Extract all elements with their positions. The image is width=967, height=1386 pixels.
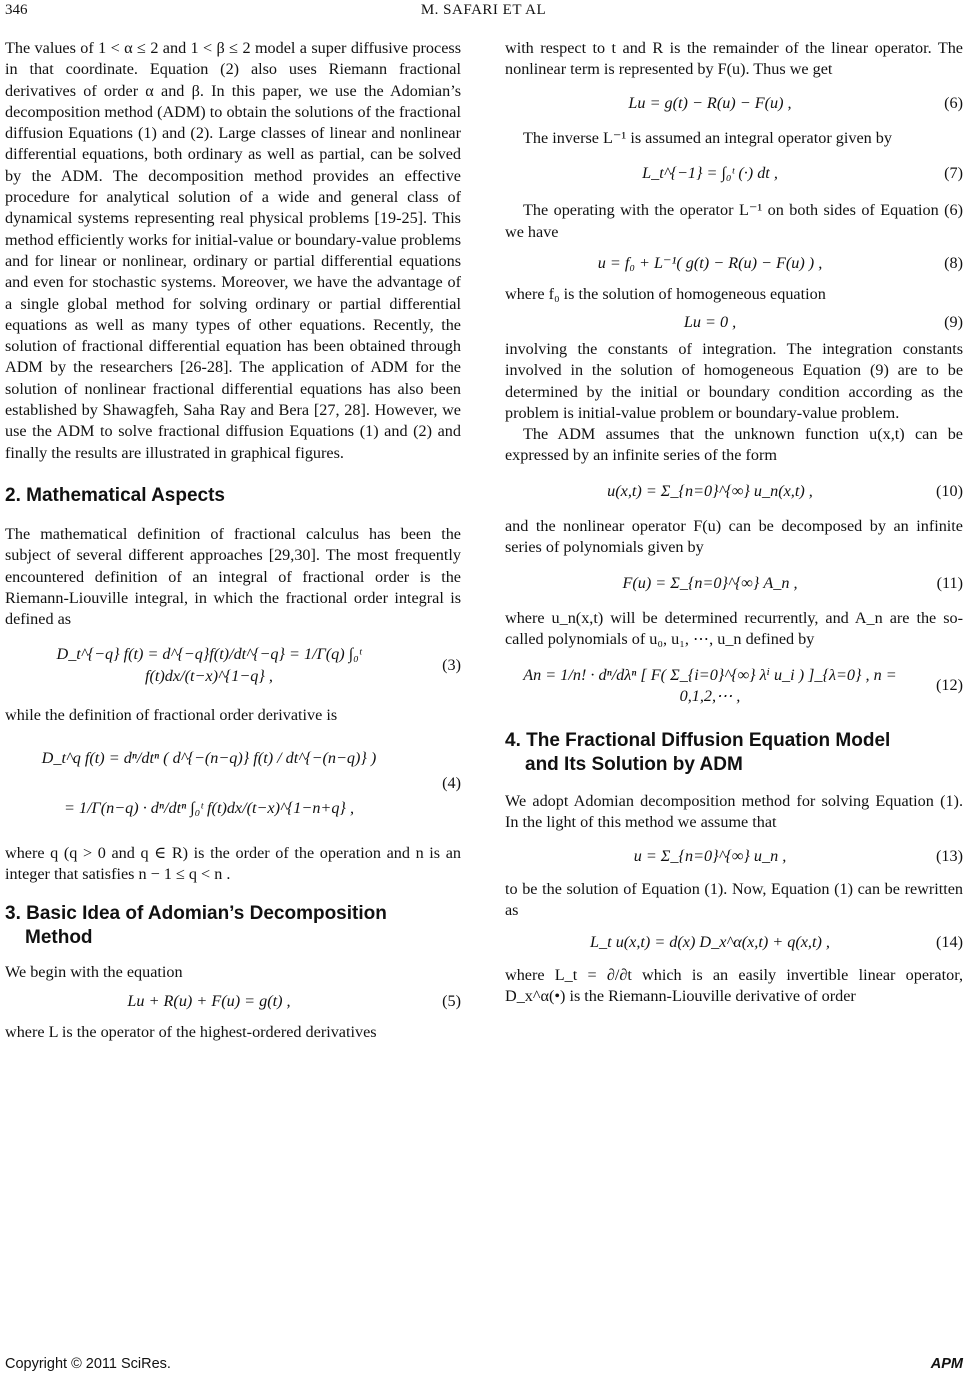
equation-11 — [505, 573, 963, 594]
paragraph: We adopt Adomian decomposition method for solving Equation (1). In the light of this method we assume that — [505, 792, 963, 832]
equation-number: (8) — [944, 254, 963, 273]
right-column — [505, 38, 963, 1008]
equation-10 — [505, 481, 963, 502]
paragraph: where L is the operator of the highest-ordered derivatives — [5, 1023, 377, 1042]
paragraph: where L_t = ∂/∂t which is an easily invertible linear operator, D_x^α(•) is the Riemann-Liouville derivative of order — [505, 965, 963, 1006]
paragraph: where q (q > 0 and q ∈ R) is the order of the operation and n is an integer that satisfies n − 1 ≤ q < n . — [5, 843, 461, 884]
equation-12 — [505, 665, 963, 708]
heading-line: 4. The Fractional Diffusion Equation Model — [505, 730, 891, 752]
equation-13 — [505, 846, 963, 867]
page-footer — [5, 1356, 963, 1372]
page-number: 346 — [5, 2, 28, 18]
paragraph: with respect to t and R is the remainder of the linear operator. The nonlinear term is represented by F(u). Thus we get — [505, 39, 963, 79]
equation-7 — [505, 163, 963, 184]
heading-line: 3. Basic Idea of Adomian’s Decomposition — [5, 902, 387, 924]
equation-number: (4) — [442, 773, 461, 792]
paragraph: where u_n(x,t) will be determined recurrently, and A_n are the so-called polynomials of u₀, u₁, ⋯, u_n defined by — [505, 608, 963, 649]
equation-body: Lu = g(t) − R(u) − F(u) , — [628, 93, 792, 112]
equation-9 — [505, 312, 963, 333]
equation-3 — [5, 644, 461, 687]
heading-line: and Its Solution by ADM — [525, 754, 743, 776]
equation-number: (13) — [936, 846, 963, 865]
equation-number: (12) — [936, 676, 963, 695]
paragraph: where f₀ is the solution of homogeneous equation — [505, 285, 826, 304]
equation-8 — [505, 253, 963, 274]
equation-body: u(x,t) = Σ_{n=0}^{∞} u_n(x,t) , — [607, 481, 813, 500]
page-header — [0, 0, 967, 30]
equation-body: Lu + R(u) + F(u) = g(t) , — [127, 991, 291, 1010]
left-column — [5, 38, 461, 1043]
equation-body: Lu = 0 , — [683, 312, 737, 331]
section-heading — [505, 729, 963, 777]
equation-line: = 1/Γ(n−q) · dⁿ/dtⁿ ∫₀ᵗ f(t)dx/(t−x)^{1−n+q} , — [64, 798, 354, 817]
paragraph: involving the constants of integration. The integration constants involved in the solution of homogeneous Equation (9) are to be determined by the initial or boundary condition according as the problem is initial-value problem or boundary-value problem. — [505, 339, 963, 422]
equation-body: D_t^{−q} f(t) = d^{−q}f(t)/dt^{−q} = 1/Γ(q) ∫₀ᵗ f(t)dx/(t−x)^{1−q} , — [56, 645, 362, 685]
equation-body: An = 1/n! · dⁿ/dλⁿ [ F( Σ_{i=0}^{∞} λⁱ u_i ) ]_{λ=0} , n = 0,1,2,⋯ , — [523, 665, 897, 705]
equation-5 — [5, 991, 461, 1012]
heading-line: Method — [25, 926, 93, 948]
paragraph: The mathematical definition of fractional calculus has been the subject of several different approaches [29,30]. The most frequently encountered definition of an integral of fractional order is the Riemann-Liouville integral, in which the fractional order integral is defined as — [5, 524, 461, 629]
section-heading — [5, 902, 461, 950]
equation-6 — [505, 93, 963, 114]
paragraph: The inverse L⁻¹ is assumed an integral operator given by — [523, 128, 892, 147]
equation-4 — [5, 748, 461, 819]
paragraph: and the nonlinear operator F(u) can be decomposed by an infinite series of polynomials given by — [505, 517, 963, 557]
paragraph: while the definition of fractional order derivative is — [5, 706, 338, 725]
equation-body: F(u) = Σ_{n=0}^{∞} A_n , — [622, 573, 798, 592]
running-title: M. SAFARI ET AL — [420, 2, 547, 18]
copyright: Copyright © 2011 SciRes. — [5, 1356, 171, 1372]
journal-name: APM — [930, 1356, 963, 1372]
paragraph: to be the solution of Equation (1). Now, Equation (1) can be rewritten as — [505, 880, 963, 920]
equation-body: u = f₀ + L⁻¹( g(t) − R(u) − F(u) ) , — [597, 254, 823, 273]
paragraph: The operating with the operator L⁻¹ on both sides of Equation (6) we have — [505, 201, 963, 241]
paragraph: The values of 1 < α ≤ 2 and 1 < β ≤ 2 model a super diffusive process in that coordinate. Equation (2) also uses Riemann fractional derivatives of order α and β. In this paper, we use the Adomian’s decomposition method (ADM) to obtain the solutions of the fractional diffusion Equations (1) and (2). Large classes of linear and nonlinear differential equations, both ordinary as well as partial, can be solved by the ADM. The decomposition method provides an effective procedure for analytical solution of a wide and general class of dynamical systems representing real physical problems [19-25]. This method efficiently works for initial-value or boundary-value problems and for linear or nonlinear, ordinary or partial differential equations and even for stochastic systems. Moreover, we have the advantage of a single global method for solving ordinary or partial differential equations as well as many types of other equations. Recently, the solution of fractional differential equation has been obtained through ADM by the researchers [26-28]. The application of ADM for the solution of nonlinear fractional differential equations has also been established by Shawagfeh, Saha Ray and Bera [27, 28]. However, we use the ADM to solve fractional diffusion Equations (1) and (2) and finally the results are illustrated in graphical figures. — [5, 39, 461, 462]
equation-body: L_t u(x,t) = d(x) D_x^α(x,t) + q(x,t) , — [590, 932, 830, 951]
equation-number: (11) — [936, 573, 963, 592]
equation-number: (3) — [442, 656, 461, 675]
equation-number: (14) — [936, 932, 963, 951]
equation-14 — [505, 932, 963, 953]
equation-body: u = Σ_{n=0}^{∞} u_n , — [633, 846, 787, 865]
equation-number: (10) — [936, 481, 963, 500]
paragraph: The ADM assumes that the unknown function u(x,t) can be expressed by an infinite series of the form — [505, 425, 963, 465]
equation-number: (7) — [944, 164, 963, 183]
equation-line: D_t^q f(t) = dⁿ/dtⁿ ( d^{−(n−q)} f(t) / dt^{−(n−q)} ) — [41, 749, 377, 768]
equation-number: (5) — [442, 991, 461, 1010]
section-heading: 2. Mathematical Aspects — [5, 484, 225, 506]
equation-body: L_t^{−1} = ∫₀ᵗ (·) dt , — [642, 164, 778, 183]
equation-number: (9) — [944, 312, 963, 331]
paragraph: We begin with the equation — [5, 962, 183, 981]
equation-number: (6) — [944, 93, 963, 112]
